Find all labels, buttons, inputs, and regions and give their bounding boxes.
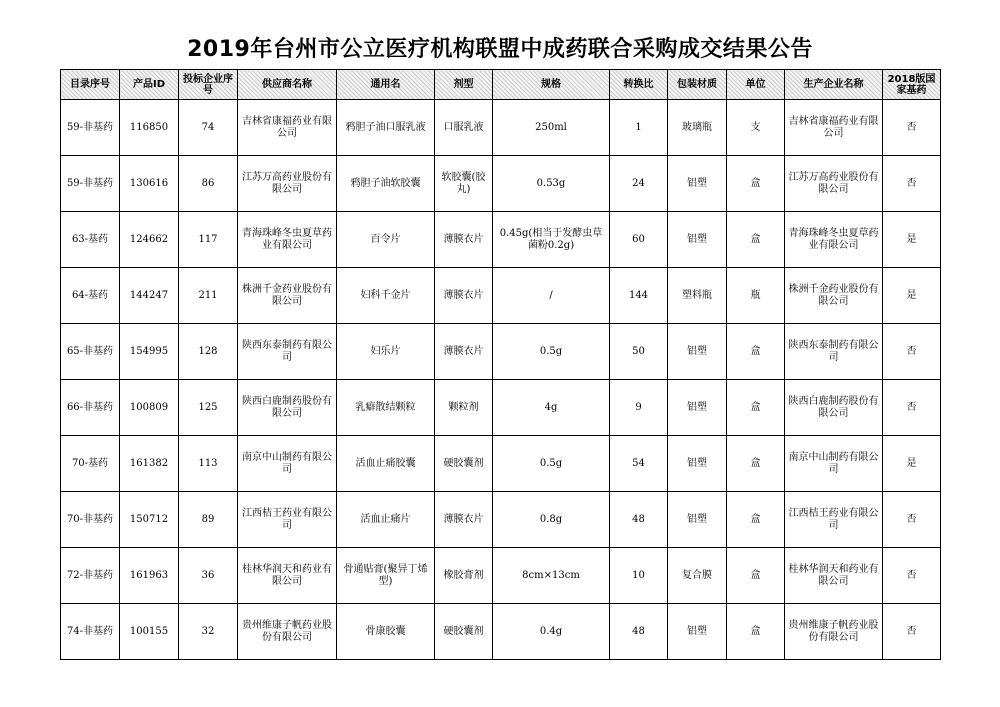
bidder-no-cell: 86 [179, 156, 238, 212]
packaging-cell: 铝塑 [668, 436, 727, 492]
supplier-cell: 青海珠峰冬虫夏草药业有限公司 [238, 212, 337, 268]
product-id-cell: 130616 [120, 156, 179, 212]
dosage-form-cell: 薄膜衣片 [435, 324, 493, 380]
product-id-cell: 100809 [120, 380, 179, 436]
unit-cell: 盒 [727, 156, 785, 212]
conversion-ratio-cell: 24 [610, 156, 668, 212]
packaging-cell: 铝塑 [668, 212, 727, 268]
generic-name-cell: 妇乐片 [337, 324, 435, 380]
dosage-form-cell: 橡胶膏剂 [435, 548, 493, 604]
dosage-form-cell: 硬胶囊剂 [435, 604, 493, 660]
unit-cell: 盒 [727, 380, 785, 436]
column-header: 目录序号 [61, 70, 120, 100]
bidder-no-cell: 74 [179, 100, 238, 156]
manufacturer-cell: 株洲千金药业股份有限公司 [785, 268, 883, 324]
bidder-no-cell: 32 [179, 604, 238, 660]
manufacturer-cell: 陕西白鹿制药股份有限公司 [785, 380, 883, 436]
bidder-no-cell: 113 [179, 436, 238, 492]
table-row [61, 268, 941, 324]
essential-drug-cell: 否 [883, 324, 941, 380]
catalog-no-cell: 70-非基药 [61, 492, 120, 548]
catalog-no-cell: 59-非基药 [61, 100, 120, 156]
conversion-ratio-cell: 54 [610, 436, 668, 492]
bidder-no-cell: 128 [179, 324, 238, 380]
column-header: 2018版国家基药 [883, 70, 941, 100]
spec-cell: 0.5g [493, 436, 610, 492]
column-header: 转换比 [610, 70, 668, 100]
conversion-ratio-cell: 48 [610, 492, 668, 548]
generic-name-cell: 鸦胆子油口服乳液 [337, 100, 435, 156]
essential-drug-cell: 否 [883, 380, 941, 436]
packaging-cell: 铝塑 [668, 604, 727, 660]
generic-name-cell: 乳癖散结颗粒 [337, 380, 435, 436]
manufacturer-cell: 桂林华润天和药业有限公司 [785, 548, 883, 604]
unit-cell: 盒 [727, 212, 785, 268]
supplier-cell: 株洲千金药业股份有限公司 [238, 268, 337, 324]
catalog-no-cell: 66-非基药 [61, 380, 120, 436]
table-row [61, 212, 941, 268]
packaging-cell: 铝塑 [668, 492, 727, 548]
manufacturer-cell: 陕西东泰制药有限公司 [785, 324, 883, 380]
packaging-cell: 复合膜 [668, 548, 727, 604]
product-id-cell: 124662 [120, 212, 179, 268]
bidder-no-cell: 36 [179, 548, 238, 604]
unit-cell: 盒 [727, 436, 785, 492]
column-header: 产品ID [120, 70, 179, 100]
dosage-form-cell: 硬胶囊剂 [435, 436, 493, 492]
unit-cell: 瓶 [727, 268, 785, 324]
column-header: 投标企业序号 [179, 70, 238, 100]
manufacturer-cell: 贵州维康子帆药业股份有限公司 [785, 604, 883, 660]
supplier-cell: 桂林华润天和药业有限公司 [238, 548, 337, 604]
spec-cell: 4g [493, 380, 610, 436]
spec-cell: 0.45g(相当于发酵虫草菌粉0.2g) [493, 212, 610, 268]
essential-drug-cell: 是 [883, 268, 941, 324]
column-header: 供应商名称 [238, 70, 337, 100]
supplier-cell: 贵州维康子帆药业股份有限公司 [238, 604, 337, 660]
column-header: 生产企业名称 [785, 70, 883, 100]
bidder-no-cell: 89 [179, 492, 238, 548]
dosage-form-cell: 薄膜衣片 [435, 268, 493, 324]
bidder-no-cell: 117 [179, 212, 238, 268]
bidder-no-cell: 125 [179, 380, 238, 436]
catalog-no-cell: 70-基药 [61, 436, 120, 492]
supplier-cell: 陕西白鹿制药股份有限公司 [238, 380, 337, 436]
column-header: 包装材质 [668, 70, 727, 100]
essential-drug-cell: 是 [883, 212, 941, 268]
essential-drug-cell: 否 [883, 548, 941, 604]
spec-cell: / [493, 268, 610, 324]
product-id-cell: 161382 [120, 436, 179, 492]
manufacturer-cell: 江苏万高药业股份有限公司 [785, 156, 883, 212]
catalog-no-cell: 72-非基药 [61, 548, 120, 604]
essential-drug-cell: 是 [883, 436, 941, 492]
supplier-cell: 南京中山制药有限公司 [238, 436, 337, 492]
dosage-form-cell: 口服乳液 [435, 100, 493, 156]
catalog-no-cell: 63-基药 [61, 212, 120, 268]
manufacturer-cell: 江西桔王药业有限公司 [785, 492, 883, 548]
table-row [61, 548, 941, 604]
dosage-form-cell: 颗粒剂 [435, 380, 493, 436]
essential-drug-cell: 否 [883, 492, 941, 548]
essential-drug-cell: 否 [883, 604, 941, 660]
bidder-no-cell: 211 [179, 268, 238, 324]
packaging-cell: 铝塑 [668, 156, 727, 212]
table-row [61, 324, 941, 380]
generic-name-cell: 妇科千金片 [337, 268, 435, 324]
header-row [61, 70, 941, 100]
essential-drug-cell: 否 [883, 100, 941, 156]
conversion-ratio-cell: 1 [610, 100, 668, 156]
table-row [61, 100, 941, 156]
conversion-ratio-cell: 10 [610, 548, 668, 604]
supplier-cell: 陕西东泰制药有限公司 [238, 324, 337, 380]
dosage-form-cell: 薄膜衣片 [435, 212, 493, 268]
generic-name-cell: 活血止痛片 [337, 492, 435, 548]
generic-name-cell: 活血止痛胶囊 [337, 436, 435, 492]
manufacturer-cell: 青海珠峰冬虫夏草药业有限公司 [785, 212, 883, 268]
product-id-cell: 161963 [120, 548, 179, 604]
generic-name-cell: 百令片 [337, 212, 435, 268]
column-header: 通用名 [337, 70, 435, 100]
unit-cell: 支 [727, 100, 785, 156]
manufacturer-cell: 吉林省康福药业有限公司 [785, 100, 883, 156]
page-title: 2019年台州市公立医疗机构联盟中成药联合采购成交结果公告 [187, 37, 813, 62]
generic-name-cell: 骨通贴膏(聚异丁烯型) [337, 548, 435, 604]
product-id-cell: 144247 [120, 268, 179, 324]
spec-cell: 250ml [493, 100, 610, 156]
product-id-cell: 116850 [120, 100, 179, 156]
generic-name-cell: 鸦胆子油软胶囊 [337, 156, 435, 212]
catalog-no-cell: 74-非基药 [61, 604, 120, 660]
conversion-ratio-cell: 60 [610, 212, 668, 268]
manufacturer-cell: 南京中山制药有限公司 [785, 436, 883, 492]
product-id-cell: 154995 [120, 324, 179, 380]
table-row [61, 436, 941, 492]
supplier-cell: 吉林省康福药业有限公司 [238, 100, 337, 156]
spec-cell: 0.8g [493, 492, 610, 548]
catalog-no-cell: 64-基药 [61, 268, 120, 324]
spec-cell: 0.5g [493, 324, 610, 380]
spec-cell: 0.4g [493, 604, 610, 660]
packaging-cell: 铝塑 [668, 380, 727, 436]
packaging-cell: 塑料瓶 [668, 268, 727, 324]
column-header: 剂型 [435, 70, 493, 100]
product-id-cell: 150712 [120, 492, 179, 548]
generic-name-cell: 骨康胶囊 [337, 604, 435, 660]
table-row [61, 156, 941, 212]
conversion-ratio-cell: 48 [610, 604, 668, 660]
table-row [61, 380, 941, 436]
catalog-no-cell: 59-非基药 [61, 156, 120, 212]
table-row [61, 492, 941, 548]
spec-cell: 8cm×13cm [493, 548, 610, 604]
supplier-cell: 江苏万高药业股份有限公司 [238, 156, 337, 212]
conversion-ratio-cell: 144 [610, 268, 668, 324]
column-header: 规格 [493, 70, 610, 100]
dosage-form-cell: 软胶囊(胶丸) [435, 156, 493, 212]
packaging-cell: 铝塑 [668, 324, 727, 380]
dosage-form-cell: 薄膜衣片 [435, 492, 493, 548]
unit-cell: 盒 [727, 604, 785, 660]
column-header: 单位 [727, 70, 785, 100]
spec-cell: 0.53g [493, 156, 610, 212]
packaging-cell: 玻璃瓶 [668, 100, 727, 156]
essential-drug-cell: 否 [883, 156, 941, 212]
conversion-ratio-cell: 9 [610, 380, 668, 436]
results-table [60, 69, 941, 660]
catalog-no-cell: 65-非基药 [61, 324, 120, 380]
conversion-ratio-cell: 50 [610, 324, 668, 380]
table-row [61, 604, 941, 660]
supplier-cell: 江西桔王药业有限公司 [238, 492, 337, 548]
product-id-cell: 100155 [120, 604, 179, 660]
unit-cell: 盒 [727, 324, 785, 380]
unit-cell: 盒 [727, 492, 785, 548]
unit-cell: 盒 [727, 548, 785, 604]
